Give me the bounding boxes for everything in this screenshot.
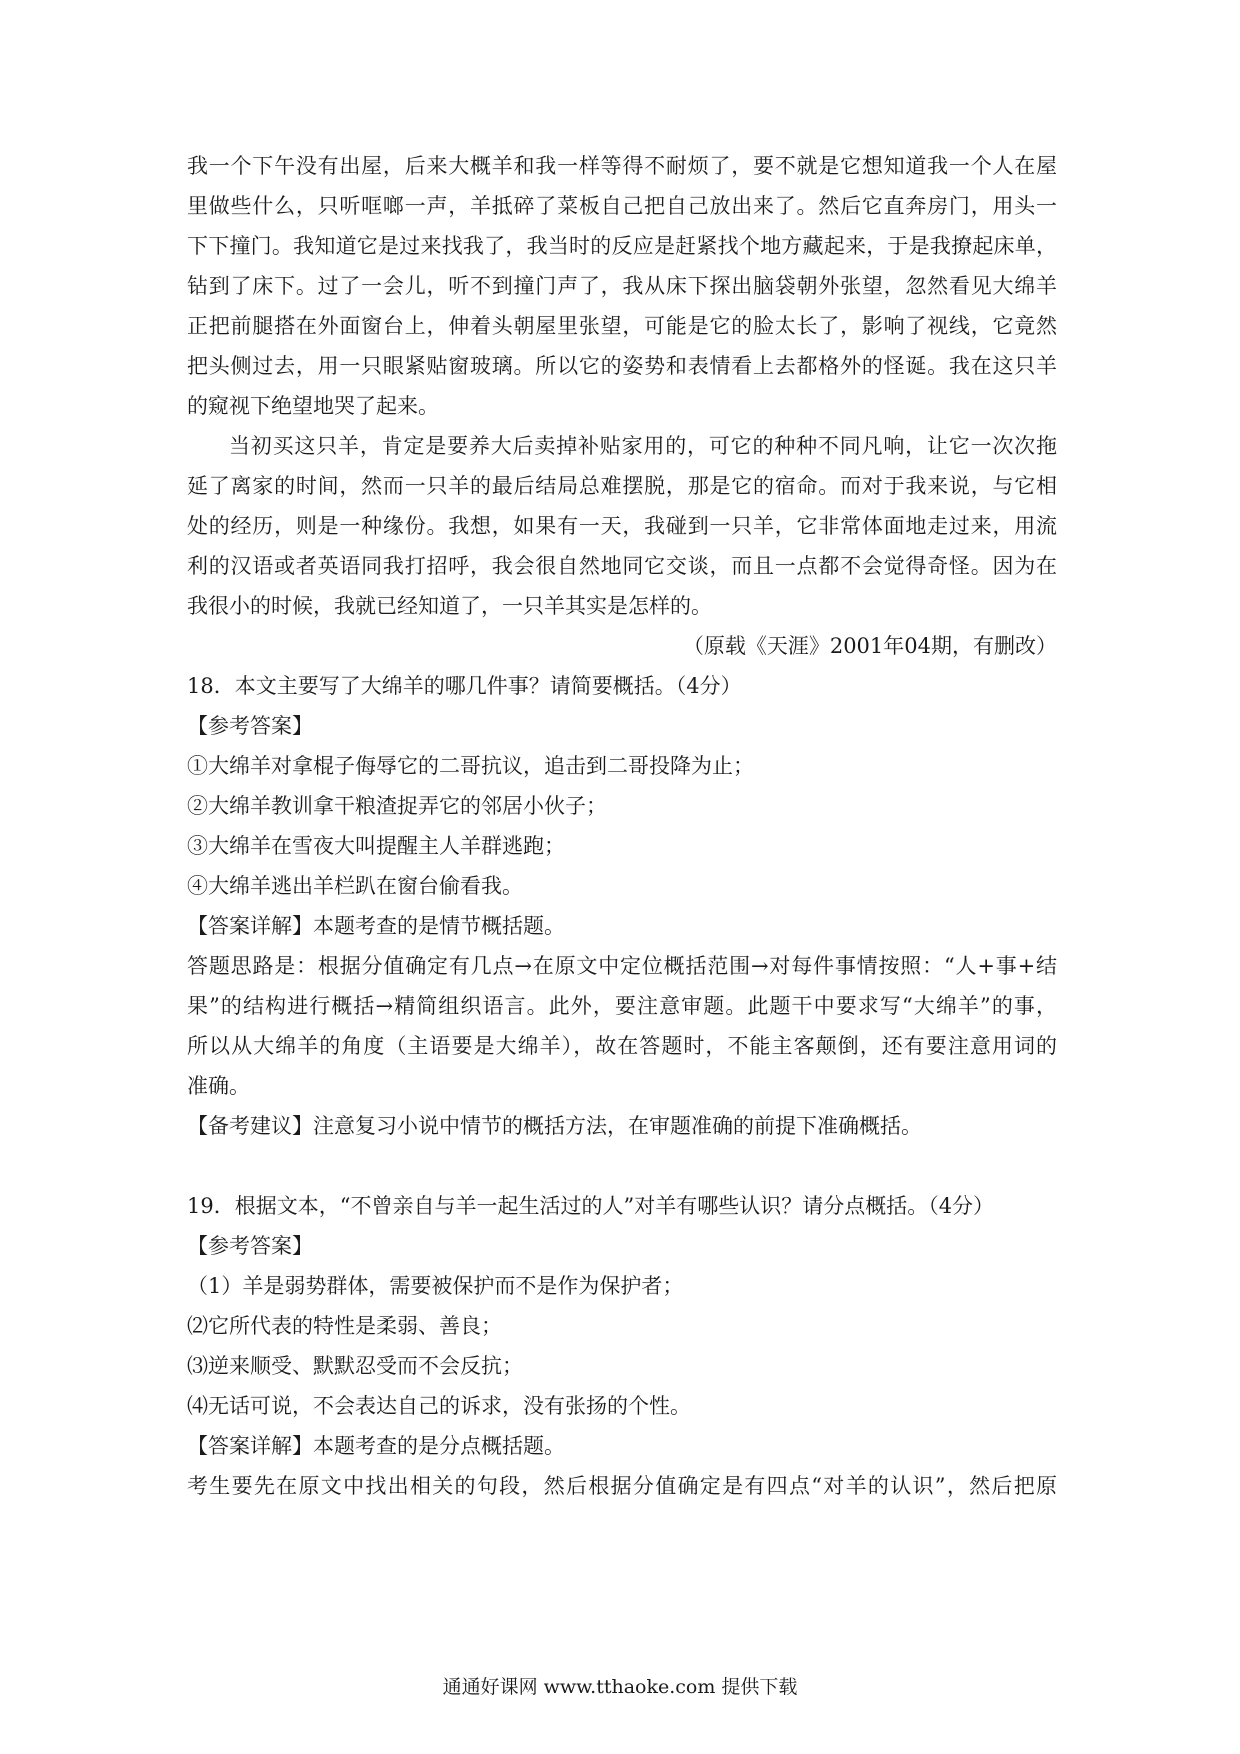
- text-line: 准确。: [187, 1074, 250, 1098]
- answer-item: ④大绵羊逃出羊栏趴在窗台偷看我。: [187, 874, 523, 898]
- question-18-block: [187, 666, 1057, 1146]
- text-line: 处的经历，则是一种缘份。我想，如果有一天，我碰到一只羊，它非常体面地走过来，用流: [187, 514, 1057, 538]
- text-line: 答题思路是：根据分值确定有几点→在原文中定位概括范围→对每件事情按照：“人+事+结: [187, 954, 1057, 978]
- study-advice: 【备考建议】注意复习小说中情节的概括方法，在审题准确的前提下准确概括。: [187, 1114, 922, 1138]
- answer-item: ③大绵羊在雪夜大叫提醒主人羊群逃跑；: [187, 834, 565, 858]
- text-line: 下下撞门。我知道它是过来找我了，我当时的反应是赶紧找个地方藏起来，于是我撩起床单，: [187, 234, 1057, 258]
- source-citation: （原载《天涯》2001年04期，有删改）: [682, 634, 1057, 658]
- text-line: 当初买这只羊，肯定是要养大后卖掉补贴家用的，可它的种种不同凡响，让它一次次拖: [229, 434, 1057, 458]
- question-19-block: [187, 1186, 1057, 1506]
- spacer: [187, 1146, 1057, 1186]
- text-line: 正把前腿搭在外面窗台上，伸着头朝屋里张望，可能是它的脸太长了，影响了视线，它竟然: [187, 314, 1057, 338]
- answer-item: ①大绵羊对拿棍子侮辱它的二哥抗议，追击到二哥投降为止；: [187, 754, 754, 778]
- text-line: 钻到了床下。过了一会儿，听不到撞门声了，我从床下探出脑袋朝外张望，忽然看见大绵羊: [187, 274, 1057, 298]
- answer-item: ⑷无话可说，不会表达自己的诉求，没有张扬的个性。: [187, 1394, 691, 1418]
- question-19: 19．根据文本，“不曾亲自与羊一起生活过的人”对羊有哪些认识？请分点概括。（4分）: [187, 1194, 995, 1218]
- answer-item: ⑶逆来顺受、默默忍受而不会反抗；: [187, 1354, 523, 1378]
- document-body: [187, 146, 1057, 1506]
- text-line: 延了离家的时间，然而一只羊的最后结局总难摆脱，那是它的宿命。而对于我来说，与它相: [187, 474, 1057, 498]
- answer-item: ⑵它所代表的特性是柔弱、善良；: [187, 1314, 502, 1338]
- answer-detail-label: 【答案详解】本题考查的是情节概括题。: [187, 914, 565, 938]
- text-line: 把头侧过去，用一只眼紧贴窗玻璃。所以它的姿势和表情看上去都格外的怪诞。我在这只羊: [187, 354, 1057, 378]
- reference-answer-label: 【参考答案】: [187, 1234, 313, 1258]
- reference-answer-label: 【参考答案】: [187, 714, 313, 738]
- answer-item: （1）羊是弱势群体，需要被保护而不是作为保护者；: [187, 1274, 684, 1298]
- answer-item: ②大绵羊教训拿干粮渣捉弄它的邻居小伙子；: [187, 794, 607, 818]
- text-line: 果”的结构进行概括→精简组织语言。此外，要注意审题。此题干中要求写“大绵羊”的事，: [187, 994, 1057, 1018]
- passage-paragraph-2: [187, 426, 1057, 626]
- text-line: 利的汉语或者英语同我打招呼，我会很自然地同它交谈，而且一点都不会觉得奇怪。因为在: [187, 554, 1057, 578]
- text-line: 里做些什么，只听哐啷一声，羊抵碎了菜板自己把自己放出来了。然后它直奔房门，用头一: [187, 194, 1057, 218]
- text-line: 我一个下午没有出屋，后来大概羊和我一样等得不耐烦了，要不就是它想知道我一个人在屋: [187, 154, 1057, 178]
- text-line: 的窥视下绝望地哭了起来。: [187, 394, 439, 418]
- passage-paragraph-1: [187, 146, 1057, 426]
- text-line: 考生要先在原文中找出相关的句段，然后根据分值确定是有四点“对羊的认识”，然后把原: [187, 1474, 1057, 1498]
- question-18: 18．本文主要写了大绵羊的哪几件事？请简要概括。（4分）: [187, 674, 742, 698]
- page-footer: 通通好课网 www.tthaoke.com 提供下载: [442, 1676, 798, 1698]
- text-line: 所以从大绵羊的角度（主语要是大绵羊），故在答题时，不能主客颠倒，还有要注意用词的: [187, 1034, 1057, 1058]
- answer-detail-label: 【答案详解】本题考查的是分点概括题。: [187, 1434, 565, 1458]
- text-line: 我很小的时候，我就已经知道了，一只羊其实是怎样的。: [187, 594, 712, 618]
